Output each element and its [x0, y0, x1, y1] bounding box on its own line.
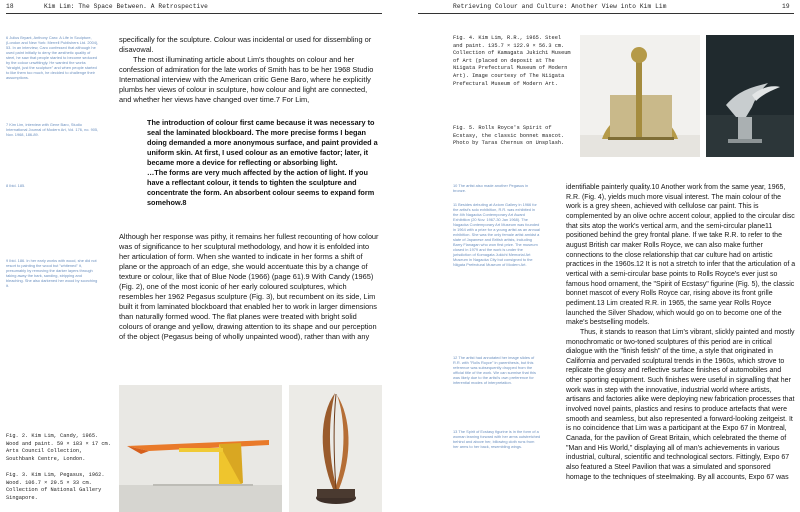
footnote-13: 13 The Spirit of Ecstasy figurine is in the form of a woman leaning forward with her arms outstretched behind and above her, billowing cloth runs from her arms to her back, resembling wings. — [453, 429, 541, 449]
figure-rr-image — [580, 35, 700, 157]
block-quote-text: The introduction of colour first came because it was necessary to seal the laminated blockboard. The more precise forms I began doing demanded a more anonymous surface, and paint provided a uniform skin. At first, I used colour as an emotive factor; later, it became more a device for reflecting or absorbing light. — [147, 118, 378, 167]
body-paragraph-2: The most illuminating article about Lim's thoughts on colour and her confession of admiration for the late works of Smith has to be her 1968 Studio International interview with the American critic Gene Baro, where he explicitly plumbs her views of colour in sculpture, how colour and light are connected, and whether her views have changed over time.7 For Lim, — [119, 55, 374, 104]
footnote-7: 7 Kim Lim, interview with Gene Baro, Studio International Journal of Modern Art, Vol. 176, no. 905, Nov. 1968, 186-89. — [6, 122, 99, 137]
page-number-right: 19 — [782, 3, 790, 10]
footnote-8: 8 Ibid. 185. — [6, 183, 26, 188]
figure-spirit-of-ecstasy-image — [706, 35, 794, 157]
footnote-11: 11 Besides debuting at Axiom Gallery in 1966 for the artist's solo exhibition, R.R. was exhibited in the 4th Nagaoka Contemporary Art Award Exhibition (20 Nov. 1967-30 Jan 1968). The Nagaoka Contemporary Art Museum was founded in 1964 with a prize for a young artist as an annual exhibition. She was the only female artist amidst a slate of Japanese and British artists, including Barry Flanagan who won first prize. The museum closed in 1979 and the work is under the jurisdiction of Komagata Jukichi Memorial Art Museum in Nagaoka City but consigned to the Niigata Prefectural Museum of Modern Art. — [453, 202, 540, 267]
figure-candy-image — [119, 385, 282, 512]
footnote-9: 9 Ibid. 186. In her early works with wood, she did not resort to painting the wood but "whitened" it, presumably by removing the darker layers through taking away the bark, sanding, stripping and bleaching. She also darkened her wood by scorching it. — [6, 258, 98, 288]
footnote-10: 10 The artist also made another Pegasus in bronze. — [453, 183, 529, 193]
caption-fig-2: Fig. 2. Kim Lim, Candy, 1965. Wood and paint. 59 × 183 × 17 cm. Arts Council Collection, Southbank Centre, London. — [6, 433, 111, 462]
caption-fig-3: Fig. 3. Kim Lim, Pegasus, 1962. Wood. 106.7 × 29.5 × 33 cm. Collection of National Gallery Singapore. — [6, 472, 105, 501]
footnote-6: 6 Julius Bryant, Anthony Caro: A Life in Sculpture, (London and New York: Merrell Publishers Ltd. 2004), 53. In an interview, Caro confessed that although he used paint initially to deny the aesthetic quality of steel, he saw that people started to become seduced by the colour unwittingly. He wanted the works "straight, just the sculpture" and when people started to like them too much, he decided to challenge their assumptions. — [6, 35, 99, 80]
page-number-left: 18 — [6, 3, 14, 10]
running-head-right: Retrieving Colour and Culture: Another View into Kim Lim — [453, 3, 667, 10]
caption-fig-5: Fig. 5. Rolls Royce's Spirit of Ecstasy, the classic bonnet mascot. Photo by Taras Chernus on Unsplash. — [453, 125, 565, 147]
header-rule-right — [418, 13, 794, 14]
figure-pegasus-image — [289, 385, 382, 512]
body-paragraph-3: Although her response was pithy, it remains her fullest recounting of how colour was of significance to her sculptural methodology, and how it is enfolded into her articulation of form. When she wanted to indicate in her forms a shift of plane or the approach of an edge, she would accentuate this by a change of texture or colour, like that of Blue Node (1966) (page 61).9 With Candy (1965) (Fig. 2), one of the most iconic of her early coloured sculptures, which resembles her 1962 Pegasus sculpture (Fig. 3), but recumbent on its side, Lim built it from laminated blockboard that enabled her to work in larger dimensions than naturally formed wood. The flat planes were treated with bright solid colours of orange and yellow, drawing attention to its shape and our perception of the object (Pegasus being of wholly unpainted wood), rather than with any — [119, 232, 379, 341]
running-head-left: Kim Lim: The Space Between. A Retrospective — [44, 3, 208, 10]
header-rule-left — [6, 13, 382, 14]
body-right-paragraph-2: Thus, it stands to reason that Lim's vibrant, slickly painted and mostly monochromatic or two-toned sculptures of this period are in critical dialogue with the "finish fetish" of the time, a style that originated in California and pervaded sculptural trends in the 1960s, which strove to replicate the glossy and reflective surface finishes of automobiles and other sporting equipment. Such finishes were useful in signalling that her work was in step with the innovative, industrial world where artists, artisans and factories alike were deploying new fabrication processes that involved novel paints, plastics and resins to produce artefacts that were smooth and seamless, but also represented a forward-looking zeitgeist. It is no coincidence that Lim was a participant at the Expo 67 in Montreal, Canada, for the pavilion of Great Britain, which celebrated the theme of "Man and His World," displaying all of man's achievements in various industrial, cultural, scientific and technological sectors. Fittingly, Expo 67 also featured a Steel Pavilion that was a simulated and sponsored homage to the techniques of steelmaking. By all accounts, Expo 67 was — [566, 328, 795, 481]
block-quote — [147, 118, 379, 208]
caption-fig-4: Fig. 4. Kim Lim, R.R., 1965. Steel and paint. 135.7 × 122.9 × 56.3 cm. Collection of Kamagata Jukichi Museum of Art (placed on deposit at The Niigata Prefectural Museum of Modern Art). Image courtesy of The Niigata Prefectural Museum of Modern Art. — [453, 35, 571, 87]
body-right-paragraph-1: identifiable painterly quality.10 Another work from the same year, 1965, R.R. (Fig. 4), yields much more visual interest. The main colour of the work is a grey sheen, achieved with cellulose car paint. This is complemented by an olive ochre accent colour, applied to the circular disc that sits atop the work's vertical arm, and the semi-circular plane11 positioned behind the grey frontal plane. If we take R.R. to refer to the august British car maker Rolls Royce, we can also make further connections to the close relationship that car culture had on artistic practices in the 1960s.12 It is not a stretch to infer that the articulation of a vertical with a semi-circular base points to Rolls Royce's ever just so famous hood ornament, the "Spirit of Ecstasy" figurine (Fig. 5), the classic bonnet mascot of every Rolls Royce car, rising above its front grille pediment.13 Lim created R.R. in 1965, the same year Rolls Royce launched the Silver Shadow, which would go on to become one of the make's bestselling models. — [566, 184, 796, 327]
body-paragraph-1: specifically for the sculpture. Colour was incidental or used for dissembling or disavowal. — [119, 35, 372, 54]
block-quote-text-2: …The forms are very much affected by the action of light. If you have a reflectant colour, it tends to tighten the sculpture and concentrate the form. An absorbent colour seems to expand form somehow.8 — [147, 168, 375, 207]
footnote-12: 12 The artist had annotated her image slides of R.R. with "Rolls Royce" in parenthesis, but this reference was subsequently dropped from the official title of the work. We can surmise that this was likely due to the artist's own preference for inferential modes of interpretation. — [453, 355, 536, 385]
